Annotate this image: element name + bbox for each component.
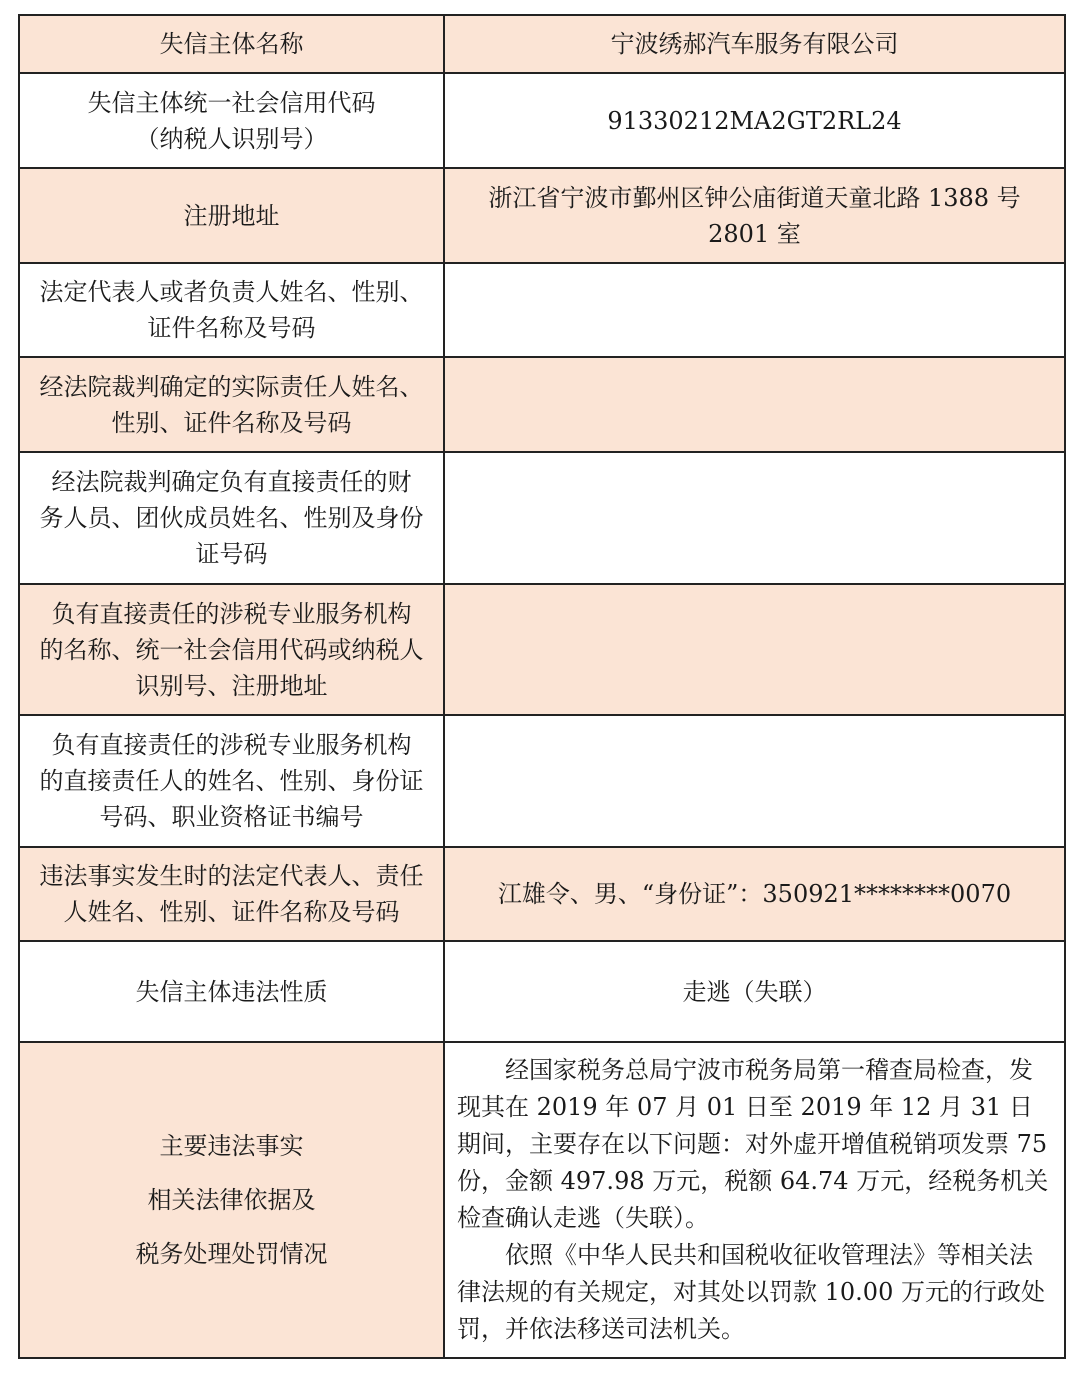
value-line: 2801 室 — [708, 219, 801, 248]
label-line: 相关法律依据及 — [147, 1186, 316, 1214]
label-line: 经法院裁判确定的实际责任人姓名、 — [39, 372, 424, 401]
row-label — [19, 1042, 444, 1358]
row-value — [444, 847, 1065, 941]
label-line: 失信主体名称 — [159, 30, 304, 58]
row-agency-responsible — [19, 715, 1065, 847]
row-label — [19, 847, 444, 941]
row-value-empty — [444, 715, 1065, 847]
value-line: 浙江省宁波市鄞州区钟公庙街道天童北路 1388 号 — [488, 183, 1021, 212]
value-line: 走逃（失联） — [682, 977, 827, 1006]
row-label — [19, 168, 444, 263]
row-label — [19, 452, 444, 584]
row-service-agency — [19, 584, 1065, 715]
label-line: 主要违法事实 — [159, 1132, 304, 1160]
row-label — [19, 715, 444, 847]
facts-text — [444, 1042, 1065, 1358]
row-label — [19, 357, 444, 452]
row-legal-representative — [19, 263, 1065, 357]
value-line: 宁波绣郝汽车服务有限公司 — [610, 30, 899, 58]
label-line: 注册地址 — [183, 201, 280, 230]
row-value — [444, 15, 1065, 73]
facts-paragraph-inspection: 经国家税务总局宁波市税务局第一稽查局检查，发现其在 2019 年 07 月 01 日至 2019 年 12 月 31 日期间，主要存在以下问题：对外虚开增值税销项发票 75 份，金额 497.98 万元，税额 64.74 万元，经税务机关检查确认走逃（失联）。 — [457, 1056, 1049, 1232]
row-credit-code — [19, 73, 1065, 168]
row-registered-address — [19, 168, 1065, 263]
row-finance-staff — [19, 452, 1065, 584]
label-line: 务人员、团伙成员姓名、性别及身份 — [39, 504, 424, 532]
label-line: 的名称、统一社会信用代码或纳税人 — [39, 635, 424, 664]
row-label — [19, 263, 444, 357]
label-line: 负有直接责任的涉税专业服务机构 — [51, 599, 412, 628]
label-line: 法定代表人或者负责人姓名、性别、 — [39, 278, 424, 306]
label-line: 经法院裁判确定负有直接责任的财 — [51, 468, 412, 496]
facts-paragraph-penalty: 依照《中华人民共和国税收征收管理法》等相关法律法规的有关规定，对其处以罚款 10.00 万元的行政处罚，并依法移送司法机关。 — [457, 1241, 1045, 1343]
label-line: 证号码 — [195, 540, 268, 568]
row-value-empty — [444, 263, 1065, 357]
row-value — [444, 168, 1065, 263]
row-label — [19, 941, 444, 1042]
label-line: 人姓名、性别、证件名称及号码 — [63, 898, 400, 926]
label-line: 识别号、注册地址 — [135, 671, 328, 700]
row-offence-representative — [19, 847, 1065, 941]
row-value-empty — [444, 452, 1065, 584]
label-line: 税务处理处罚情况 — [135, 1240, 328, 1268]
row-offence-nature — [19, 941, 1065, 1042]
label-line: （纳税人识别号） — [135, 124, 328, 153]
label-line: 证件名称及号码 — [147, 314, 316, 342]
value-line: 91330212MA2GT2RL24 — [607, 106, 902, 135]
row-value — [444, 73, 1065, 168]
row-main-facts — [19, 1042, 1065, 1358]
label-line: 失信主体统一社会信用代码 — [87, 88, 376, 117]
row-label — [19, 15, 444, 73]
label-line: 的直接责任人的姓名、性别、身份证 — [39, 767, 424, 795]
label-line: 号码、职业资格证书编号 — [99, 803, 364, 831]
row-label — [19, 584, 444, 715]
row-label — [19, 73, 444, 168]
row-value-empty — [444, 584, 1065, 715]
row-value-empty — [444, 357, 1065, 452]
row-entity-name — [19, 15, 1065, 73]
label-line: 失信主体违法性质 — [135, 977, 328, 1006]
row-actual-responsible — [19, 357, 1065, 452]
taxpayer-info-table — [18, 14, 1066, 1359]
label-line: 违法事实发生时的法定代表人、责任 — [39, 862, 424, 890]
value-line: 江雄令、男、“身份证”：350921********0070 — [497, 880, 1012, 908]
label-line: 性别、证件名称及号码 — [111, 408, 352, 437]
label-line: 负有直接责任的涉税专业服务机构 — [51, 731, 412, 759]
row-value — [444, 941, 1065, 1042]
